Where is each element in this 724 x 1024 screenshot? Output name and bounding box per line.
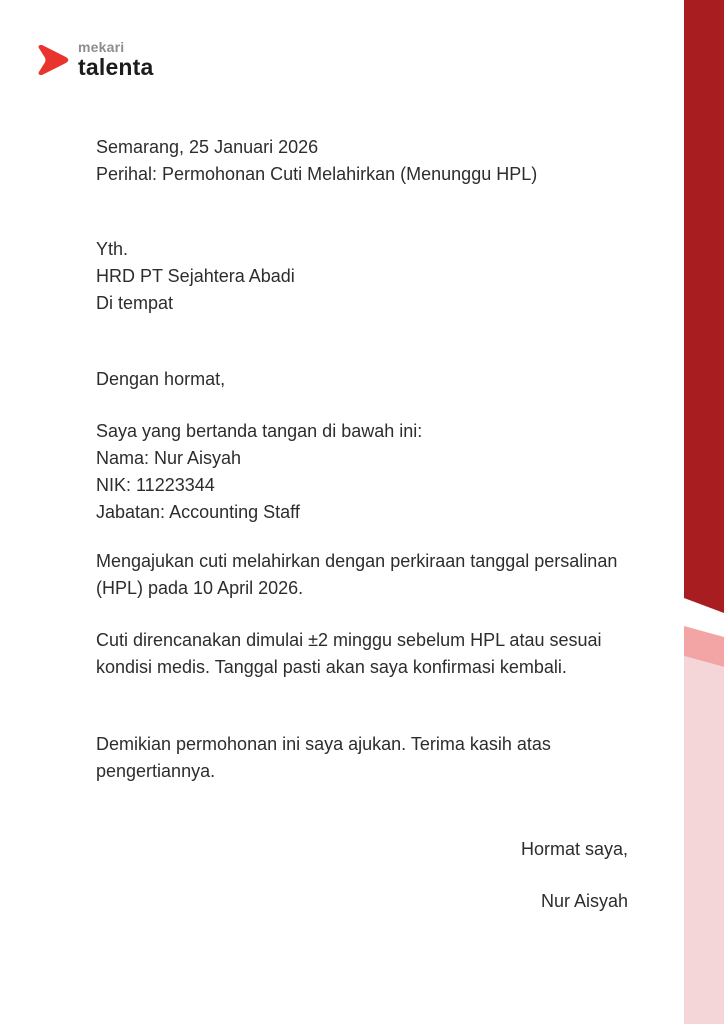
mekari-talenta-logo: [35, 40, 154, 79]
date-line: Semarang, 25 Januari 2026: [96, 137, 319, 157]
signoff-line: Hormat saya,: [520, 839, 628, 859]
recipient-line: HRD PT Sejahtera Abadi: [96, 266, 295, 286]
identity-name-line: Nama: Nur Aisyah: [96, 448, 242, 468]
recipient-line: Di tempat: [96, 293, 174, 313]
identity-nik-line: NIK: 11223344: [96, 475, 215, 495]
date-subject-block: [96, 134, 628, 188]
logo-brand-text: mekari: [78, 39, 125, 55]
light-pink-ribbon: [684, 0, 724, 1024]
salutation: Dengan hormat,: [96, 369, 226, 389]
closing-paragraph: Demikian permohonan ini saya ajukan. Terima kasih atas pengertiannya.: [96, 734, 551, 781]
signature-name: Nur Aisyah: [540, 891, 628, 911]
identity-position-line: Jabatan: Accounting Staff: [96, 502, 300, 522]
mekari-arrow-icon: [35, 45, 69, 75]
right-decoration-band: [684, 0, 724, 1024]
body-paragraph-1: Mengajukan cuti melahirkan dengan perkiraan tanggal persalinan (HPL) pada 10 April 2026.: [96, 551, 618, 598]
recipient-line: Yth.: [96, 239, 129, 259]
body-paragraph-2: Cuti direncanakan dimulai ±2 minggu sebelum HPL atau sesuai kondisi medis. Tanggal pasti akan saya konfirmasi kembali.: [96, 630, 602, 677]
intro-line: Saya yang bertanda tangan di bawah ini:: [96, 421, 423, 441]
salmon-ribbon: [684, 0, 724, 1024]
subject-line: Perihal: Permohonan Cuti Melahirkan (Menunggu HPL): [96, 164, 538, 184]
dark-red-ribbon: [684, 0, 724, 1024]
recipient-block: [96, 236, 628, 317]
identity-block: [96, 418, 628, 526]
logo-wordmark: [78, 40, 154, 79]
logo-product-text: talenta: [78, 54, 154, 80]
